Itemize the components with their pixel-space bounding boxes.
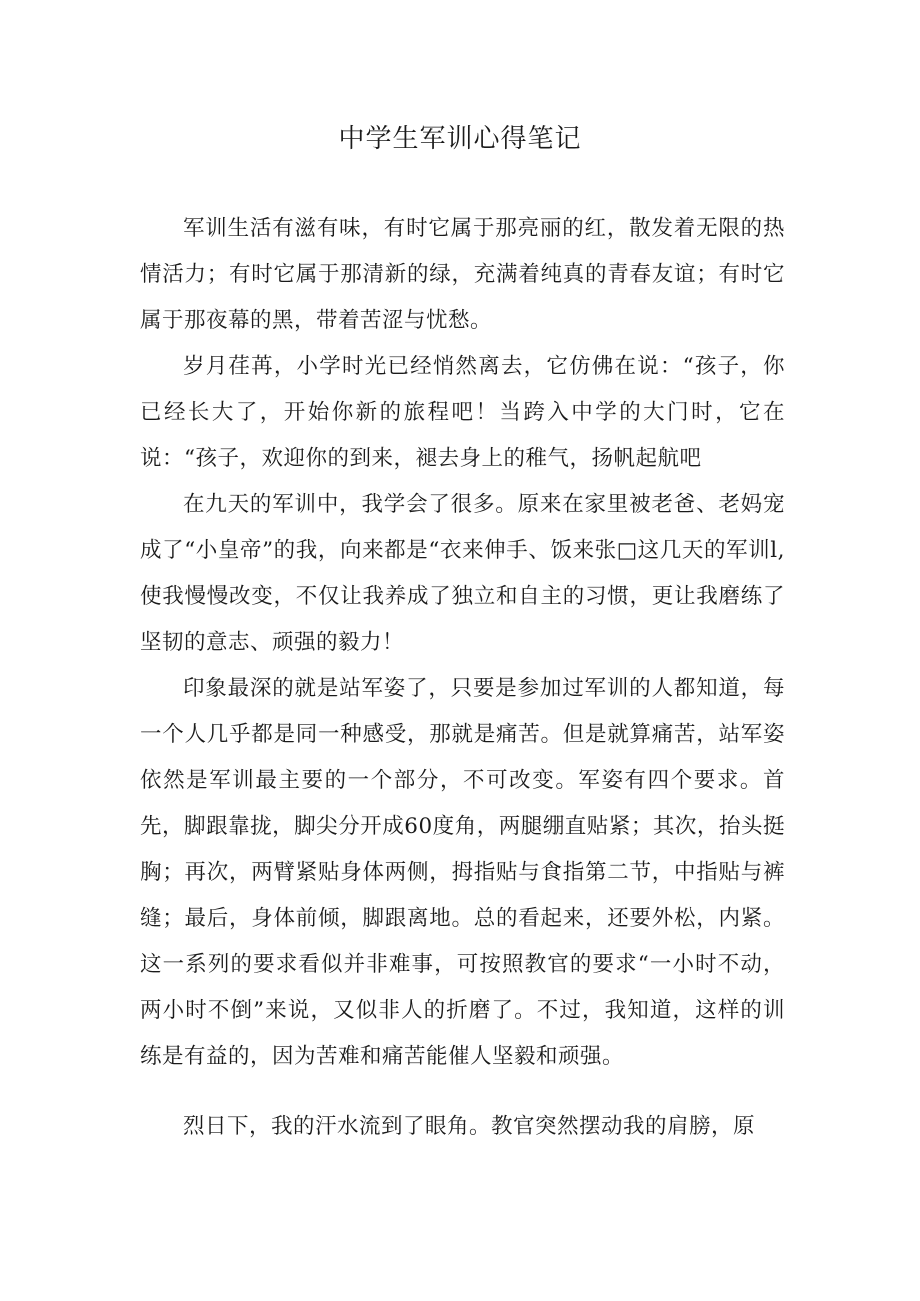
paragraph-1: 军训生活有滋有味，有时它属于那亮丽的红，散发着无限的热情活力；有时它属于那清新的绿，充满着纯真的青春友谊；有时它属于那夜幕的黑，带着苦涩与忧愁。 — [140, 216, 785, 333]
paragraph-2: 岁月荏苒，小学时光已经悄然离去，它仿佛在说：“孩子，你已经长大了，开始你新的旅程吧！当跨入中学的大门时，它在说：“孩子，欢迎你的到来，褪去身上的稚气，扬帆起航吧 — [140, 354, 785, 471]
paragraph-3: 在九天的军训中，我学会了很多。原来在家里被老爸、老妈宠成了“小皇帝”的我，向来都是“衣来伸手、饭来张□这几天的军训l,使我慢慢改变，不仅让我养成了独立和自主的习惯，更让我磨练了坚韧的意志、顽强的毅力！ — [140, 492, 785, 655]
paragraph-5: 烈日下，我的汗水流到了眼角。教官突然摆动我的肩膀，原 — [183, 1114, 756, 1139]
document-title: 中学生军训心得笔记 — [338, 124, 582, 154]
paragraph-4: 印象最深的就是站军姿了，只要是参加过军训的人都知道，每一个人几乎都是同一种感受，那就是痛苦。但是就算痛苦，站军姿依然是军训最主要的一个部分，不可改变。军姿有四个要求。首先，脚跟靠拢，脚尖分开成60度角，两腿绷直贴紧；其次，抬头挺胸；再次，两臂紧贴身体两侧，拇指贴与食指第二节，中指贴与裤缝；最后，身体前倾，脚跟离地。总的看起来，还要外松，内紧。这一系列的要求看似并非难事，可按照教官的要求“一小时不动，两小时不倒”来说，又似非人的折磨了。不过，我知道，这样的训练是有益的，因为苦难和痛苦能催人坚毅和顽强。 — [140, 676, 785, 1069]
document-body — [140, 206, 785, 1150]
